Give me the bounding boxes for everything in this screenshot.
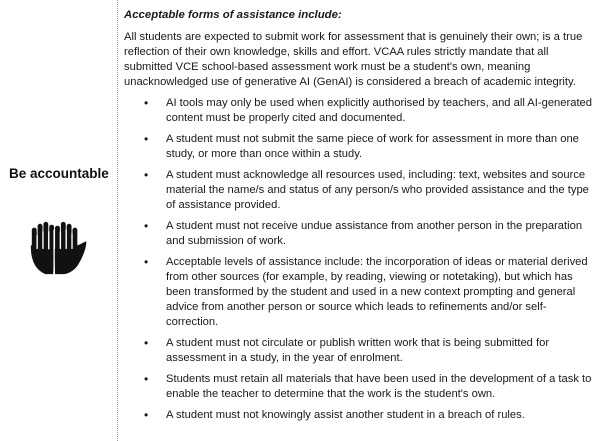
intro-paragraph: All students are expected to submit work for assessment that is genuinely their own; is a true reflection of their own knowledge, skills and effort. VCAA rules strictly mandate that all submitted VCE school-based assessment work must be a student's own, meaning unacknowledged use of generative AI (GenAI) is considered a breach of academic integrity.: [124, 31, 583, 88]
column-divider: [117, 0, 118, 441]
section-heading: Acceptable forms of assistance include:: [124, 9, 342, 21]
bullet-icon: •: [144, 336, 149, 350]
right-column: [124, 8, 596, 429]
left-column: [0, 0, 117, 441]
section-label: Be accountable: [9, 166, 109, 181]
list-item: • A student must not circulate or publish written work that is being submitted for assessment in a study, in the year of enrolment.: [144, 336, 550, 364]
list-item: • A student must not knowingly assist another student in a breach of rules.: [144, 408, 525, 422]
list-item: • A student must not receive undue assistance from another person in the preparation and submission of work.: [144, 219, 583, 247]
bullet-icon: •: [144, 132, 149, 146]
rules-list: [124, 96, 596, 423]
bullet-icon: •: [144, 255, 149, 269]
bullet-icon: •: [144, 96, 149, 110]
bullet-icon: •: [144, 219, 149, 233]
raised-hands-icon: [26, 216, 88, 278]
bullet-icon: •: [144, 408, 149, 422]
bullet-icon: •: [144, 372, 149, 386]
bullet-icon: •: [144, 168, 149, 182]
list-item: • Students must retain all materials that have been used in the development of a task to enable the teacher to determine that the work is the student's own.: [144, 372, 592, 400]
list-item: • Acceptable levels of assistance include: the incorporation of ideas or material derived from other sources (for example, by reading, viewing or notetaking), but which has been transformed by the student and used in a new context prompting and general advice from another person or source which leads to refinements and/or self-correction.: [144, 255, 588, 328]
list-item: • A student must acknowledge all resources used, including: text, websites and source material the name/s and status of any person/s who provided assistance and the type of assistance provided.: [144, 168, 589, 211]
list-item: • AI tools may only be used when explicitly authorised by teachers, and all AI-generated content must be properly cited and documented.: [144, 96, 592, 124]
list-item: • A student must not submit the same piece of work for assessment in more than one study, or more than once within a study.: [144, 132, 579, 160]
